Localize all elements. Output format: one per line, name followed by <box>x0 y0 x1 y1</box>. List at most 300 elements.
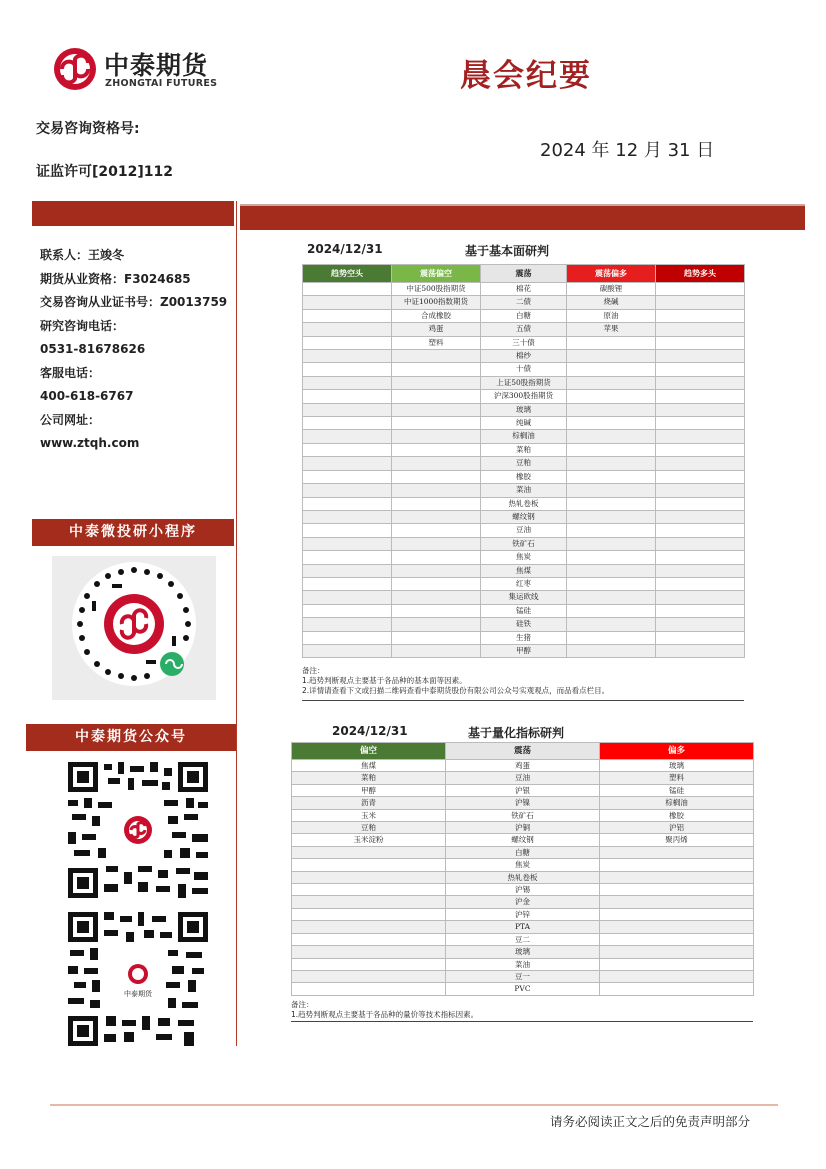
table-header-row <box>292 743 754 760</box>
table-cell: 甲醇 <box>292 784 446 796</box>
table-cell: 玉米淀粉 <box>292 834 446 846</box>
table-row <box>303 510 745 523</box>
table-cell <box>656 551 745 564</box>
table-cell: 橡胶 <box>481 470 567 483</box>
table-row <box>303 457 745 470</box>
table-cell: 热轧卷板 <box>481 497 567 510</box>
table-cell <box>292 846 446 858</box>
table-cell <box>600 896 754 908</box>
table-cell: 热轧卷板 <box>446 871 600 883</box>
table-row <box>303 390 745 403</box>
table-cell: 棉纱 <box>481 350 567 363</box>
table-cell: 十债 <box>481 363 567 376</box>
table-cell: 沪银 <box>446 784 600 796</box>
table-cell <box>292 958 446 970</box>
table-cell: 中证500股指期货 <box>392 283 481 296</box>
license-number: 证监许可[2012]112 <box>36 164 173 180</box>
table-cell <box>656 417 745 430</box>
mini-program-code[interactable] <box>52 556 216 700</box>
table-row <box>292 970 754 982</box>
divider <box>291 1021 753 1022</box>
table-cell: 沪铝 <box>600 822 754 834</box>
table-cell <box>303 350 392 363</box>
table-row <box>303 537 745 550</box>
table-row <box>303 591 745 604</box>
table-cell: 纯碱 <box>481 417 567 430</box>
table-cell <box>656 336 745 349</box>
table-cell <box>303 564 392 577</box>
table-row <box>292 809 754 821</box>
table-cell <box>303 577 392 590</box>
table-cell <box>392 350 481 363</box>
table-cell <box>292 884 446 896</box>
table-cell <box>392 417 481 430</box>
table-cell <box>567 390 656 403</box>
note-line: 1.趋势判断观点主要基于各品种的量价等技术指标因素。 <box>291 1010 479 1019</box>
table-cell <box>567 618 656 631</box>
table-row <box>303 631 745 644</box>
table-cell <box>656 403 745 416</box>
table-cell <box>292 871 446 883</box>
table-row <box>292 896 754 908</box>
table-cell <box>656 390 745 403</box>
table-cell: 沪金 <box>446 896 600 908</box>
official-account-label: 中泰期货公众号 <box>26 724 236 751</box>
table-cell <box>656 457 745 470</box>
table-cell: 苹果 <box>567 323 656 336</box>
table-cell: 塑料 <box>600 772 754 784</box>
table-row <box>292 871 754 883</box>
table-row <box>303 350 745 363</box>
table-cell <box>567 524 656 537</box>
table-cell: PTA <box>446 921 600 933</box>
table-cell <box>292 908 446 920</box>
table-cell <box>303 430 392 443</box>
table-cell <box>392 376 481 389</box>
table-row <box>292 958 754 970</box>
table-cell <box>292 946 446 958</box>
column-header: 偏空 <box>292 743 446 760</box>
table-row <box>292 772 754 784</box>
table-cell <box>656 363 745 376</box>
table-cell: 原油 <box>567 309 656 322</box>
table-cell <box>567 363 656 376</box>
table-cell <box>600 859 754 871</box>
table-cell: 聚丙烯 <box>600 834 754 846</box>
table-cell <box>392 551 481 564</box>
table-cell <box>656 430 745 443</box>
note-line: 1.趋势判断观点主要基于各品种的基本面等因素。 <box>302 676 467 685</box>
note-line: 2.详情请查看下文或扫描二维码查看中泰期货股份有限公司公众号实观观点，而品看点栏目。 <box>302 686 610 695</box>
contact-line: 研究咨询电话： <box>40 318 125 333</box>
table-cell: 沥青 <box>292 797 446 809</box>
table-row <box>303 430 745 443</box>
table-row <box>303 363 745 376</box>
table-cell: 豆油 <box>446 772 600 784</box>
table-cell: 棉花 <box>481 283 567 296</box>
table-cell <box>292 921 446 933</box>
table-cell: 甲醇 <box>481 644 567 657</box>
table-cell <box>303 551 392 564</box>
table-cell <box>656 350 745 363</box>
quant-date: 2024/12/31 <box>332 724 408 738</box>
table-cell <box>567 376 656 389</box>
table-row <box>303 376 745 389</box>
table-cell <box>303 484 392 497</box>
table-cell <box>567 577 656 590</box>
fundamental-title: 基于基本面研判 <box>465 244 550 258</box>
table-cell <box>303 323 392 336</box>
table-cell: 玻璃 <box>446 946 600 958</box>
table-cell <box>656 510 745 523</box>
table-row <box>292 933 754 945</box>
table-row <box>292 946 754 958</box>
table-cell <box>392 443 481 456</box>
page-title: 晨会纪要 <box>460 58 592 94</box>
table-cell <box>567 591 656 604</box>
table-cell <box>392 390 481 403</box>
table-cell: 硅铁 <box>481 618 567 631</box>
table-cell <box>392 497 481 510</box>
table-cell <box>303 631 392 644</box>
table-cell: 焦煤 <box>481 564 567 577</box>
table-cell: 锰硅 <box>600 784 754 796</box>
table-cell: 集运欧线 <box>481 591 567 604</box>
column-header: 趋势空头 <box>303 265 392 283</box>
table-cell: 螺纹钢 <box>446 834 600 846</box>
qualification-label: 交易咨询资格号: <box>36 121 140 137</box>
official-account-qr-2[interactable] <box>68 912 208 1046</box>
table-cell: 中证1000指数期货 <box>392 296 481 309</box>
table-cell: 焦炭 <box>446 859 600 871</box>
table-cell <box>303 296 392 309</box>
column-header: 偏多 <box>600 743 754 760</box>
disclaimer-note: 请务必阅读正文之后的免责声明部分 <box>550 1114 751 1129</box>
table-cell <box>303 283 392 296</box>
table-cell <box>292 983 446 995</box>
table-cell <box>567 604 656 617</box>
table-row <box>292 884 754 896</box>
table-row <box>303 524 745 537</box>
table-cell: 塑料 <box>392 336 481 349</box>
table-row <box>303 443 745 456</box>
contact-line[interactable]: www.ztqh.com <box>40 436 140 450</box>
mini-program-code-icon <box>52 556 216 700</box>
table-cell: 鸡蛋 <box>392 323 481 336</box>
table-cell <box>656 497 745 510</box>
contact-line: 期货从业资格：F3024685 <box>40 271 191 286</box>
table-cell <box>303 497 392 510</box>
column-header: 震荡 <box>481 265 567 283</box>
table-cell <box>392 524 481 537</box>
table-row <box>292 983 754 995</box>
table-row <box>303 283 745 296</box>
table-cell <box>292 970 446 982</box>
table-cell <box>656 631 745 644</box>
table-row <box>303 470 745 483</box>
table-cell <box>303 537 392 550</box>
table-row <box>292 797 754 809</box>
table-cell <box>656 604 745 617</box>
table-cell: 红枣 <box>481 577 567 590</box>
table-cell <box>656 537 745 550</box>
qr-logo-text: 中泰期货 <box>124 990 152 998</box>
table-cell <box>392 591 481 604</box>
table-cell: 沪铜 <box>446 822 600 834</box>
table-cell: 铁矿石 <box>446 809 600 821</box>
table-cell: 豆粕 <box>481 457 567 470</box>
table-row <box>303 309 745 322</box>
table-row <box>303 323 745 336</box>
table-cell: 玻璃 <box>481 403 567 416</box>
table-cell: 烧碱 <box>567 296 656 309</box>
table-header-row <box>303 265 745 283</box>
right-header-bar <box>240 204 805 230</box>
fundamental-table <box>302 264 745 658</box>
column-header: 趋势多头 <box>656 265 745 283</box>
table-cell <box>303 376 392 389</box>
table-cell: 玉米 <box>292 809 446 821</box>
table-cell: 玻璃 <box>600 760 754 772</box>
table-row <box>292 760 754 772</box>
report-date: 2024 年 12 月 31 日 <box>540 140 715 161</box>
table-cell: 碳酸锂 <box>567 283 656 296</box>
table-row <box>303 497 745 510</box>
table-cell: 白糖 <box>481 309 567 322</box>
column-divider <box>236 201 237 1046</box>
table-cell: 豆粕 <box>292 822 446 834</box>
table-cell <box>567 551 656 564</box>
table-cell <box>303 336 392 349</box>
contact-line: 公司网址： <box>40 412 101 427</box>
qr-code-icon <box>68 762 208 898</box>
table-cell <box>656 470 745 483</box>
table-cell: 锰硅 <box>481 604 567 617</box>
table-cell <box>292 896 446 908</box>
table-cell: 白糖 <box>446 846 600 858</box>
table-cell <box>392 537 481 550</box>
table-cell <box>567 457 656 470</box>
table-cell <box>656 591 745 604</box>
footer-line <box>50 1104 778 1106</box>
table-cell <box>567 497 656 510</box>
table-cell <box>656 296 745 309</box>
table-row <box>303 604 745 617</box>
table-row <box>303 551 745 564</box>
table-cell: 橡胶 <box>600 809 754 821</box>
table-cell: 五债 <box>481 323 567 336</box>
table-cell: 焦煤 <box>292 760 446 772</box>
table-cell: 菜油 <box>446 958 600 970</box>
contact-line: 客服电话： <box>40 365 101 380</box>
logo-text-cn: 中泰期货 <box>104 51 209 80</box>
table-cell <box>567 417 656 430</box>
contact-info <box>40 244 227 456</box>
column-header: 震荡 <box>446 743 600 760</box>
table-cell <box>392 631 481 644</box>
quant-notes <box>291 1000 753 1020</box>
table-cell <box>656 524 745 537</box>
table-cell <box>303 443 392 456</box>
table-cell <box>567 537 656 550</box>
table-cell <box>600 983 754 995</box>
table-cell <box>656 283 745 296</box>
table-cell <box>567 644 656 657</box>
table-cell <box>600 871 754 883</box>
contact-line: 0531-81678626 <box>40 342 146 356</box>
table-row <box>292 784 754 796</box>
table-cell <box>392 510 481 523</box>
table-cell <box>567 484 656 497</box>
table-cell <box>303 417 392 430</box>
table-cell <box>656 376 745 389</box>
contact-line: 交易咨询从业证书号：Z0013759 <box>40 295 228 309</box>
table-cell <box>600 884 754 896</box>
table-cell: 铁矿石 <box>481 537 567 550</box>
table-cell: 沪镍 <box>446 797 600 809</box>
table-cell <box>656 577 745 590</box>
table-row <box>303 403 745 416</box>
table-cell: 二债 <box>481 296 567 309</box>
table-cell <box>600 933 754 945</box>
logo-mark-icon <box>52 46 98 92</box>
table-cell: 鸡蛋 <box>446 760 600 772</box>
table-cell <box>303 644 392 657</box>
table-cell <box>303 591 392 604</box>
table-cell <box>392 564 481 577</box>
contact-line: 400-618-6767 <box>40 389 134 403</box>
table-row <box>292 908 754 920</box>
table-cell <box>392 470 481 483</box>
table-cell <box>392 604 481 617</box>
column-header: 震荡偏空 <box>392 265 481 283</box>
column-header: 震荡偏多 <box>567 265 656 283</box>
table-cell <box>600 908 754 920</box>
table-cell: 豆二 <box>446 933 600 945</box>
mini-program-label: 中泰微投研小程序 <box>32 519 234 546</box>
table-cell <box>567 510 656 523</box>
table-cell <box>303 510 392 523</box>
table-cell <box>656 618 745 631</box>
table-row <box>303 618 745 631</box>
table-row <box>303 296 745 309</box>
table-cell <box>292 859 446 871</box>
table-cell <box>292 933 446 945</box>
table-row <box>292 822 754 834</box>
table-cell <box>567 430 656 443</box>
left-header-bar <box>32 201 234 226</box>
table-cell <box>656 564 745 577</box>
table-cell <box>303 524 392 537</box>
divider <box>302 700 744 701</box>
table-cell: 沪深300股指期货 <box>481 390 567 403</box>
table-cell <box>600 958 754 970</box>
table-cell <box>303 457 392 470</box>
company-logo <box>52 46 242 92</box>
table-cell: 合成橡胶 <box>392 309 481 322</box>
table-cell <box>392 618 481 631</box>
table-cell <box>600 921 754 933</box>
note-line: 备注： <box>291 1000 314 1009</box>
table-cell <box>567 470 656 483</box>
table-cell <box>303 618 392 631</box>
table-row <box>303 564 745 577</box>
table-cell <box>303 403 392 416</box>
contact-line: 联系人：王竣冬 <box>40 248 125 262</box>
table-cell <box>303 309 392 322</box>
table-cell <box>392 363 481 376</box>
table-cell <box>656 443 745 456</box>
table-cell <box>392 644 481 657</box>
table-row <box>292 921 754 933</box>
table-cell: 上证50股指期货 <box>481 376 567 389</box>
table-cell <box>600 970 754 982</box>
table-cell <box>567 564 656 577</box>
table-cell: 沪锌 <box>446 908 600 920</box>
table-cell <box>303 604 392 617</box>
table-cell: 螺纹钢 <box>481 510 567 523</box>
fundamental-date: 2024/12/31 <box>307 242 383 256</box>
table-cell <box>600 846 754 858</box>
table-cell <box>567 336 656 349</box>
fundamental-notes <box>302 666 744 696</box>
table-cell <box>392 403 481 416</box>
table-cell: 棕榈油 <box>600 797 754 809</box>
table-cell: 豆一 <box>446 970 600 982</box>
table-cell: 焦炭 <box>481 551 567 564</box>
table-cell <box>392 457 481 470</box>
quant-title: 基于量化指标研判 <box>468 726 565 740</box>
table-cell <box>656 644 745 657</box>
table-cell: PVC <box>446 983 600 995</box>
table-cell <box>567 403 656 416</box>
table-cell: 菜粕 <box>481 443 567 456</box>
table-cell <box>303 363 392 376</box>
qr-code-icon <box>68 912 208 1046</box>
table-row <box>303 484 745 497</box>
table-row <box>292 859 754 871</box>
logo-text-en: ZHONGTAI FUTURES <box>105 78 218 89</box>
quant-table <box>291 742 754 996</box>
note-line: 备注： <box>302 666 325 675</box>
table-cell: 沪锡 <box>446 884 600 896</box>
table-row <box>303 417 745 430</box>
table-row <box>303 336 745 349</box>
table-cell: 菜油 <box>481 484 567 497</box>
table-cell <box>392 430 481 443</box>
table-row <box>303 577 745 590</box>
table-row <box>292 846 754 858</box>
official-account-qr[interactable] <box>68 762 208 898</box>
table-cell: 生猪 <box>481 631 567 644</box>
table-cell <box>567 631 656 644</box>
table-cell <box>392 577 481 590</box>
table-cell <box>567 443 656 456</box>
table-row <box>303 644 745 657</box>
table-cell <box>656 484 745 497</box>
table-cell: 菜粕 <box>292 772 446 784</box>
table-cell <box>567 350 656 363</box>
table-cell <box>303 390 392 403</box>
table-cell <box>656 309 745 322</box>
table-cell: 豆油 <box>481 524 567 537</box>
table-cell <box>600 946 754 958</box>
table-cell: 三十债 <box>481 336 567 349</box>
table-cell <box>392 484 481 497</box>
table-cell <box>303 470 392 483</box>
table-cell <box>656 323 745 336</box>
table-cell: 棕榈油 <box>481 430 567 443</box>
